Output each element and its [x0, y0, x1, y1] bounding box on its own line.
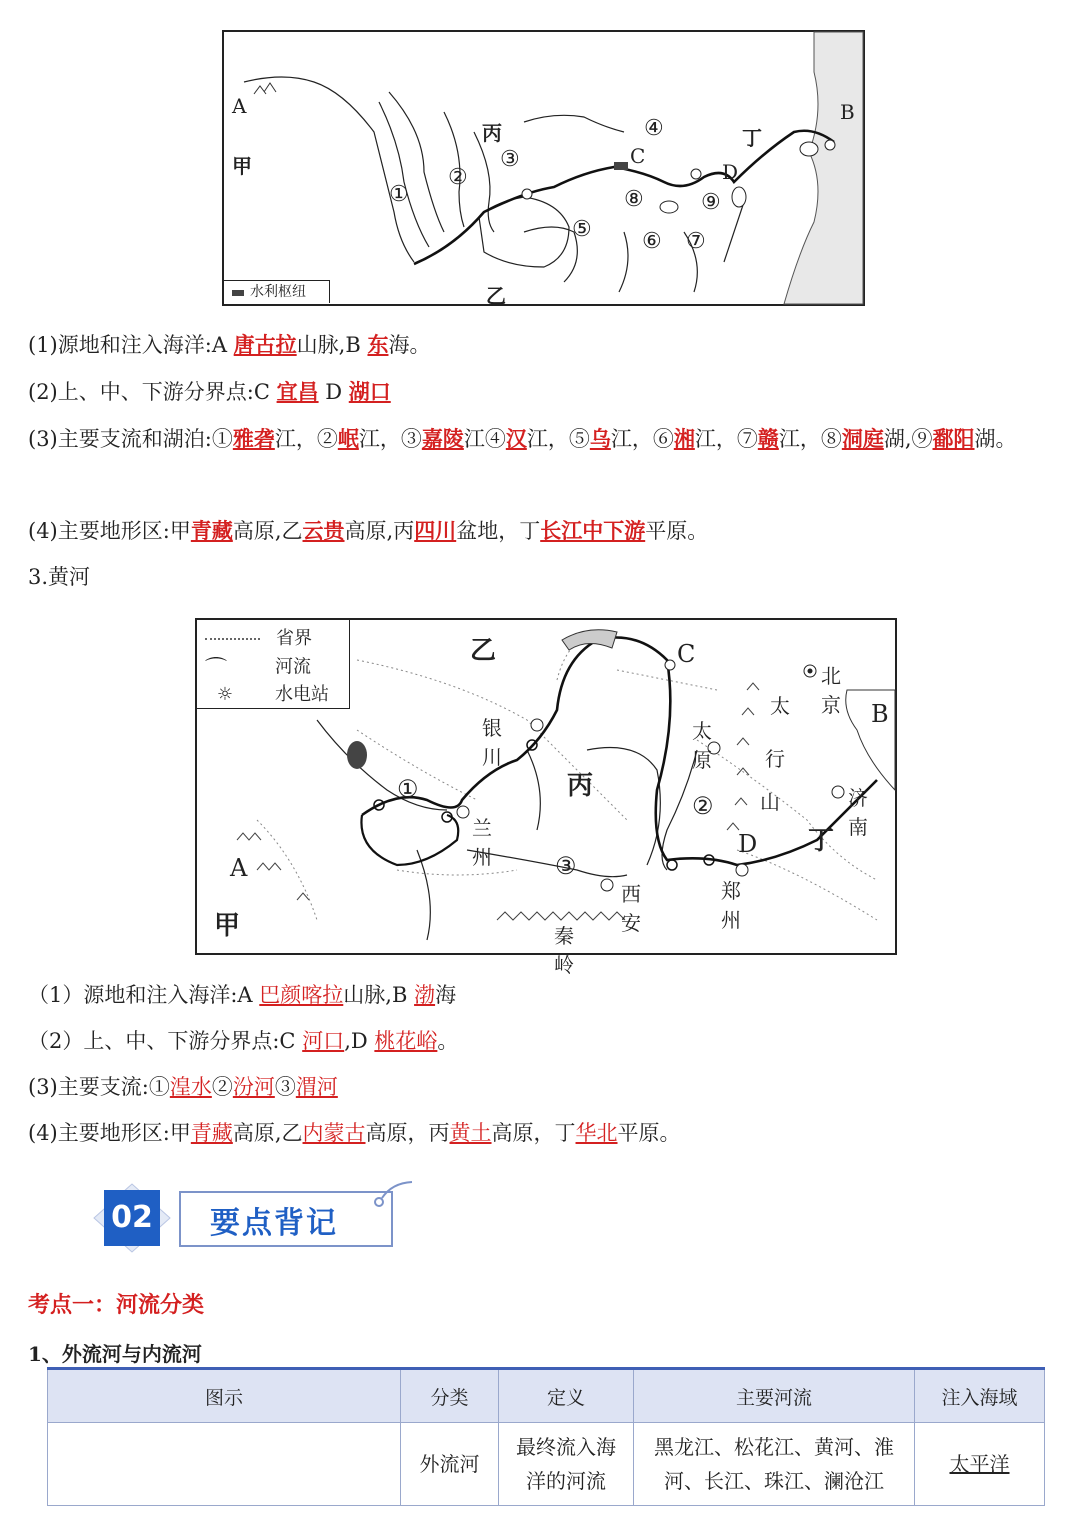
- answer: 渭河: [295, 1075, 338, 1099]
- map-label-taiyuan: 太原: [692, 719, 712, 772]
- map-label-9: ⑨: [701, 190, 721, 215]
- answer: 巴颜喀拉: [259, 983, 344, 1007]
- answer: 东: [367, 332, 389, 357]
- legend-hydro-label: 水电站: [275, 684, 329, 705]
- answer: 雅砻: [232, 426, 275, 451]
- badge-title: 要点背记: [210, 1206, 338, 1241]
- map-label-zhengzhou: 郑州: [721, 879, 741, 932]
- answer: 赣: [757, 426, 779, 451]
- map-label-2: ②: [448, 165, 468, 190]
- legend-box: [224, 280, 330, 303]
- map-label-b: B: [871, 700, 889, 728]
- answer: 河口: [302, 1029, 345, 1053]
- legend-river-label: 河流: [275, 656, 311, 678]
- map-label-3: ③: [555, 852, 577, 880]
- yellow-q2: （2）上、中、下游分界点:C 河口,D 桃花峪。: [28, 1029, 459, 1053]
- hydro-station-legend-icon: ☼: [216, 684, 234, 705]
- map-label-yinchuan: 银川: [482, 716, 502, 769]
- map-label-b: B: [840, 100, 855, 124]
- map-label-jia: 甲: [214, 911, 241, 941]
- map-label-yi: 乙: [470, 636, 497, 666]
- map-label-c: C: [677, 640, 696, 668]
- map-label-a: A: [232, 94, 247, 118]
- yangtze-q3: (3)主要支流和湖泊:①雅砻江，②岷江，③嘉陵江④汉江，⑤乌江，⑥湘江，⑦赣江，⑧洞庭湖,⑨鄱阳湖。: [28, 426, 1017, 451]
- province-border-legend-icon: [205, 638, 260, 640]
- answer: 汉: [505, 426, 527, 451]
- map-label-c: C: [630, 144, 646, 168]
- badge-number: 02: [111, 1200, 153, 1235]
- map-label-6: ⑥: [642, 229, 662, 254]
- answer: 青藏: [190, 1121, 233, 1145]
- exam-point-heading: 考点一：河流分类: [28, 1293, 205, 1318]
- answer: 华北: [575, 1121, 618, 1145]
- yellow-q3: (3)主要支流:①湟水②汾河③渭河: [28, 1075, 338, 1099]
- yangtze-q4: (4)主要地形区:甲青藏高原,乙云贵高原,丙四川盆地，丁长江中下游平原。: [28, 518, 709, 543]
- header-category: 分类: [401, 1369, 499, 1423]
- header-rivers: 主要河流: [634, 1369, 915, 1423]
- map-label-hang: 行: [765, 747, 785, 771]
- cell-sea: 太平洋: [915, 1423, 1045, 1506]
- map-label-d: D: [722, 160, 739, 184]
- section-badge: [92, 1178, 422, 1258]
- header-definition: 定义: [499, 1369, 634, 1423]
- answer: 嘉陵: [421, 426, 464, 451]
- yellow-q4: (4)主要地形区:甲青藏高原,乙内蒙古高原，丙黄土高原，丁华北平原。: [28, 1121, 681, 1145]
- answer: 乌: [589, 426, 611, 451]
- map-label-ding: 丁: [742, 126, 762, 150]
- legend-box: [197, 620, 350, 709]
- answer: 洞庭: [841, 426, 884, 451]
- map-label-shan: 山: [760, 790, 780, 814]
- cell-image: [48, 1423, 401, 1506]
- map-label-qinling: 秦 岭: [554, 924, 574, 977]
- answer: 鄱阳: [932, 426, 975, 451]
- map-label-d: D: [738, 830, 758, 858]
- cell-category: 外流河: [401, 1423, 499, 1506]
- yellow-river-heading: 3.黄河: [28, 565, 91, 589]
- map-label-bing: 丙: [567, 771, 594, 801]
- answer: 岷: [337, 426, 359, 451]
- river-legend-icon: ⌒: [205, 657, 228, 682]
- yangtze-q1: (1)源地和注入海洋:A 唐古拉山脉,B 东海。: [28, 332, 431, 357]
- yangtze-map: [222, 30, 865, 306]
- answer: 青藏: [190, 518, 233, 543]
- map-label-lanzhou: 兰州: [472, 816, 492, 869]
- map-label-8: ⑧: [624, 187, 644, 212]
- river-classification-table: [47, 1367, 1045, 1506]
- map-label-bing: 丙: [482, 121, 502, 145]
- map-label-1: ①: [389, 182, 409, 207]
- map-label-5: ⑤: [572, 217, 592, 242]
- answer: 桃花峪: [374, 1029, 438, 1053]
- yellow-q1: （1）源地和注入海洋:A 巴颜喀拉山脉,B 渤海: [28, 983, 457, 1007]
- map-label-1: ①: [397, 775, 419, 803]
- sub-heading: 1、外流河与内流河: [28, 1342, 202, 1366]
- header-image: 图示: [48, 1369, 401, 1423]
- map-label-tai: 太: [770, 694, 790, 718]
- map-label-3: ③: [500, 147, 520, 172]
- answer: 唐古拉: [233, 332, 297, 357]
- answer: 四川: [414, 518, 457, 543]
- legend-dam-label: 水利枢纽: [250, 284, 306, 300]
- map-label-a: A: [230, 854, 248, 882]
- answer: 湖口: [348, 379, 391, 404]
- map-label-4: ④: [644, 116, 664, 141]
- map-label-jia: 甲: [232, 154, 252, 178]
- map-label-jinan: 济南: [848, 786, 868, 839]
- yangtze-q2: (2)上、中、下游分界点:C 宜昌 D 湖口: [28, 379, 391, 404]
- header-sea: 注入海域: [915, 1369, 1045, 1423]
- cell-definition: 最终流入海 洋的河流: [499, 1423, 634, 1506]
- legend-province-label: 省界: [276, 628, 312, 649]
- table-row: [48, 1423, 1045, 1506]
- answer: 云贵: [302, 518, 345, 543]
- answer: 长江中下游: [540, 518, 646, 543]
- yellow-river-map: [195, 618, 897, 977]
- map-label-ding: 丁: [808, 826, 835, 856]
- map-label-2: ②: [692, 792, 714, 820]
- map-label-7: ⑦: [686, 229, 706, 254]
- answer: 汾河: [232, 1075, 275, 1099]
- dam-legend-icon: [232, 290, 244, 296]
- cell-rivers: 黑龙江、松花江、黄河、淮 河、长江、珠江、澜沧江: [634, 1423, 915, 1506]
- answer: 内蒙古: [302, 1121, 366, 1145]
- map-label-yi: 乙: [486, 284, 506, 308]
- answer: 宜昌: [276, 379, 319, 404]
- answer: 渤: [414, 983, 436, 1007]
- answer: 湘: [673, 426, 695, 451]
- table-header-row: [48, 1369, 1045, 1423]
- answer: 湟水: [169, 1075, 212, 1099]
- map-label-beijing: 北京: [821, 664, 841, 717]
- answer: 黄土: [449, 1121, 492, 1145]
- map-label-xian: 西安: [621, 882, 641, 935]
